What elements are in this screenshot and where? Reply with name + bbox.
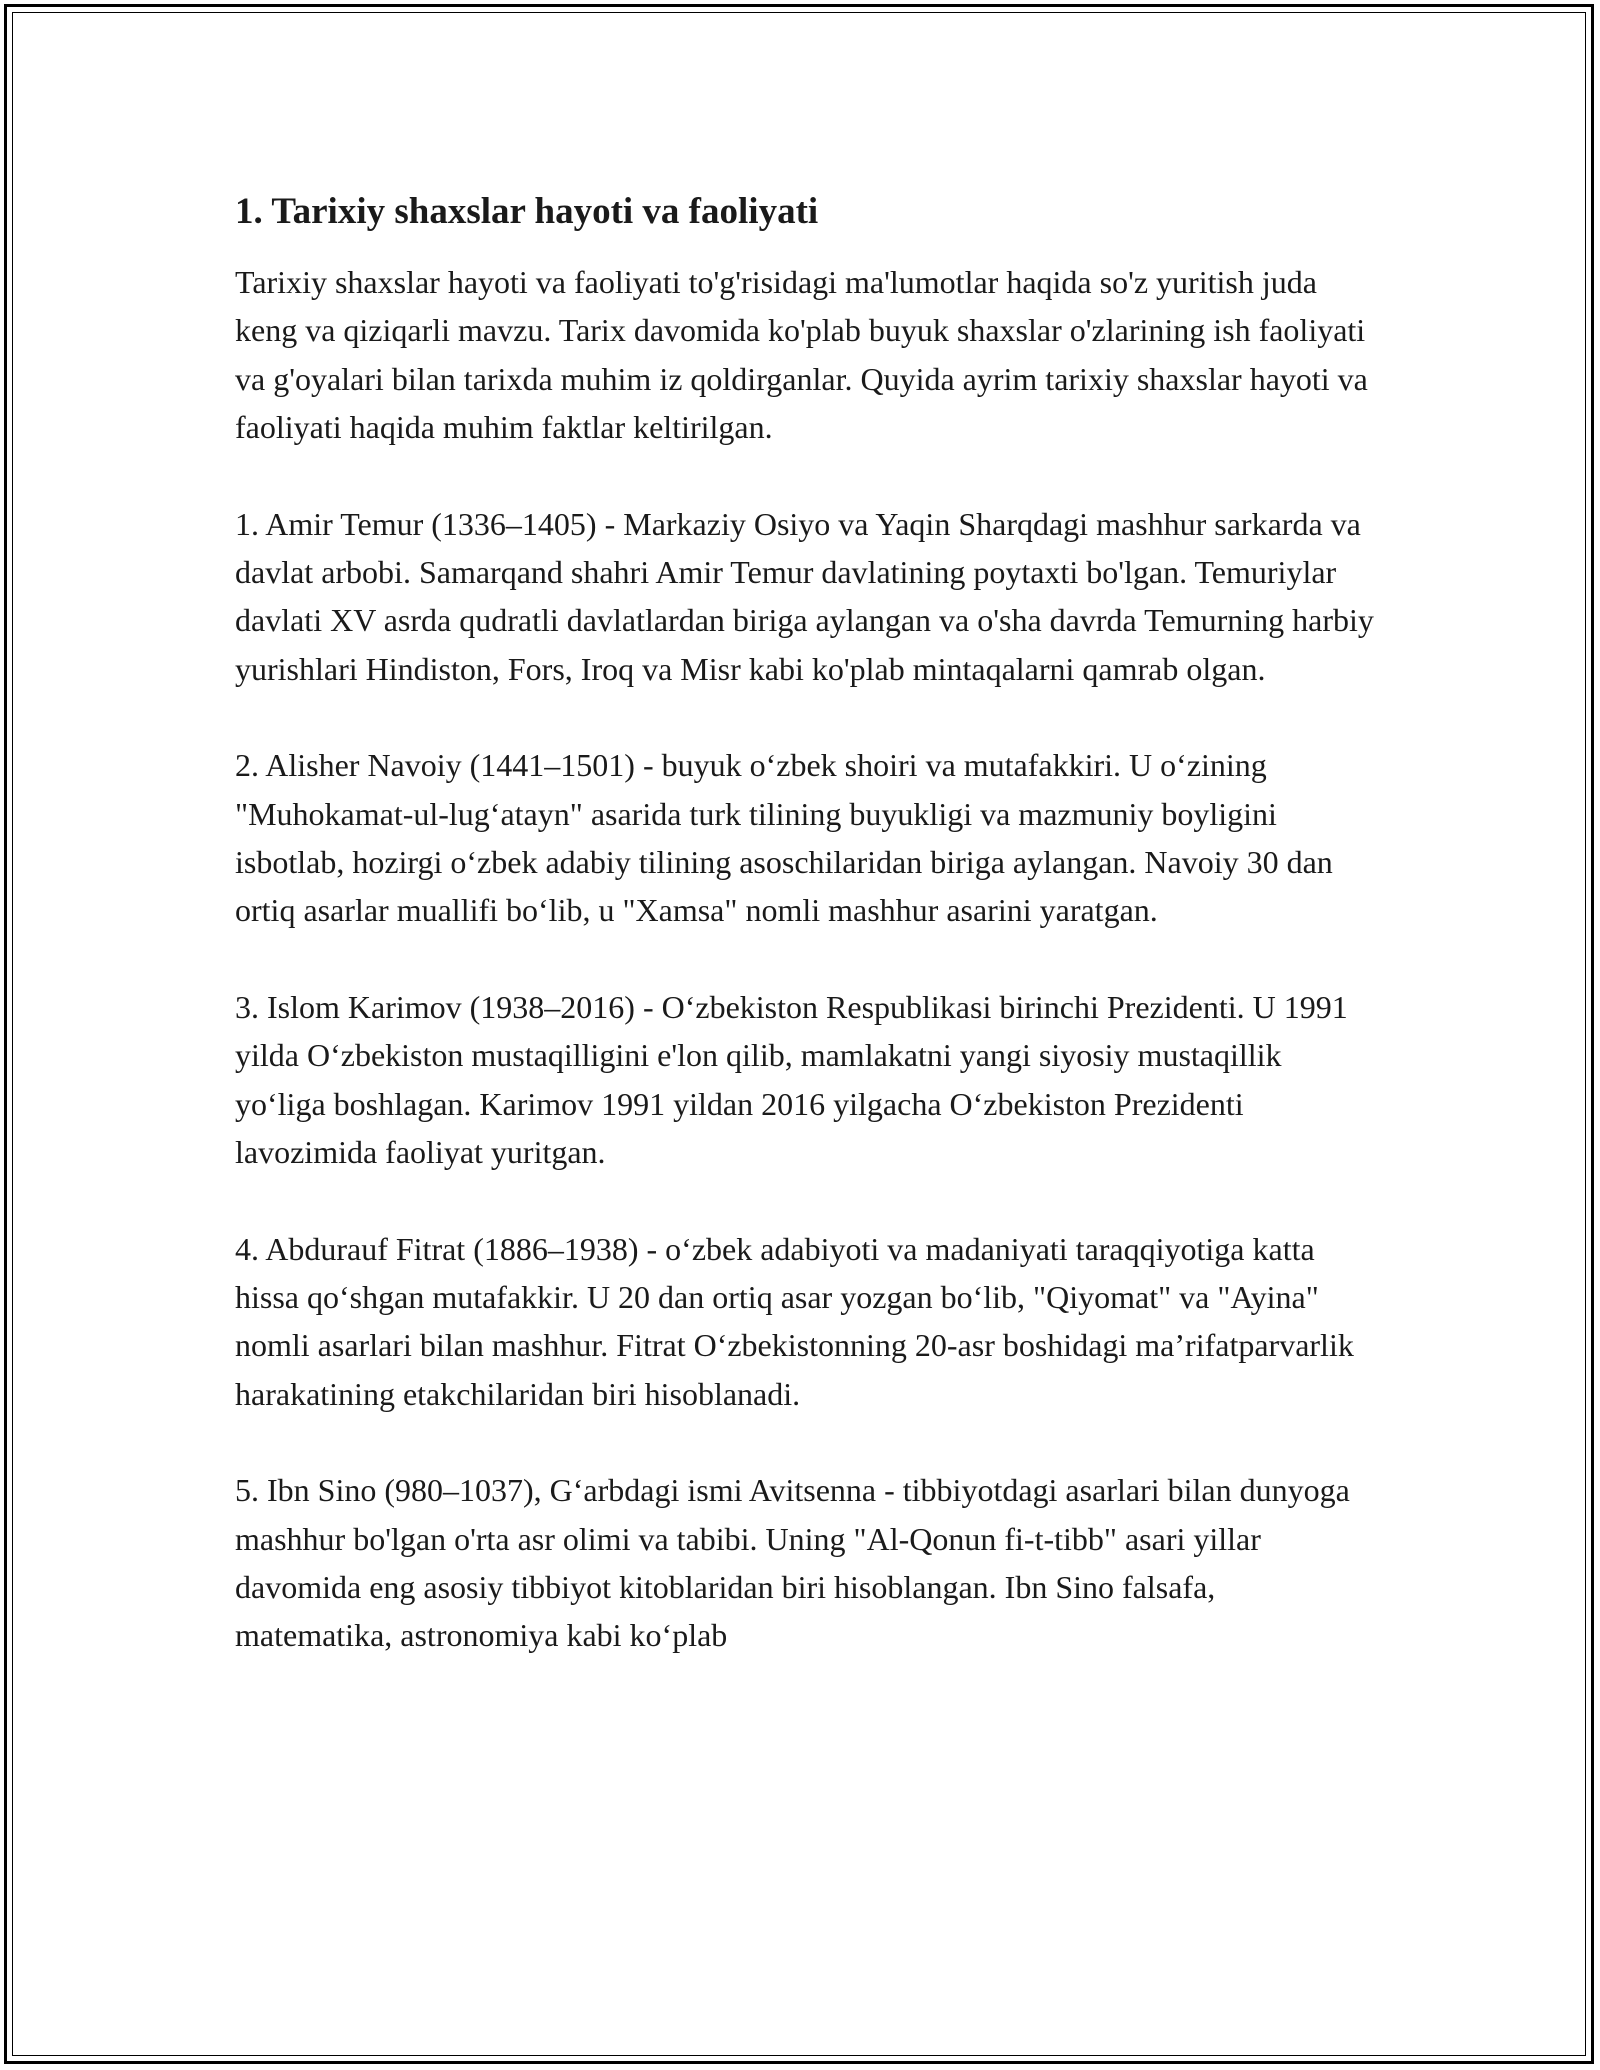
section-heading: 1. Tarixiy shaxslar hayoti va faoliyati <box>235 191 819 232</box>
paragraph-islom-karimov: 3. Islom Karimov (1938–2016) - O‘zbekiston Respublikasi birinchi Prezidenti. U 1991 yilda O‘zbekiston mustaqilligini e'lon qilib, mamlakatni yangi siyosiy mustaqillik yo‘liga boshlagan. Karimov 1991 yildan 2016 yilgacha O‘zbekiston Prezidenti lavozimida faoliyat yuritgan. <box>235 988 1348 1171</box>
paragraph-amir-temur: 1. Amir Temur (1336–1405) - Markaziy Osiyo va Yaqin Sharqdagi mashhur sarkarda va davlat arbobi. Samarqand shahri Amir Temur davlatining poytaxti bo'lgan. Temuriylar davlati XV asrda qudratli davlatlardan biriga aylangan va o'sha davrda Temurning harbiy yurishlari Hindiston, Fors, Iroq va Misr kabi ko'plab mintaqalarni qamrab olgan. <box>235 505 1374 687</box>
document-body <box>235 188 1375 1660</box>
paragraph-abdurauf-fitrat: 4. Abdurauf Fitrat (1886–1938) - o‘zbek adabiyoti va madaniyati taraqqiyotiga katta hissa qo‘shgan mutafakkir. U 20 dan ortiq asar yozgan bo‘lib, "Qiyomat" va "Ayina" nomli asarlari bilan mashhur. Fitrat O‘zbekistonning 20-asr boshidagi ma’rifatparvarlik harakatining etakchilaridan biri hisoblanadi. <box>235 1230 1354 1412</box>
paragraph-ibn-sino: 5. Ibn Sino (980–1037), G‘arbdagi ismi Avitsenna - tibbiyotdagi asarlari bilan dunyoga mashhur bo'lgan o'rta asr olimi va tabibi. Uning "Al-Qonun fi-t-tibb" asari yillar davomida eng asosiy tibbiyot kitoblaridan biri hisoblangan. Ibn Sino falsafa, matematika, astronomiya kabi ko‘plab <box>235 1472 1350 1654</box>
paragraph-alisher-navoiy: 2. Alisher Navoiy (1441–1501) - buyuk o‘zbek shoiri va mutafakkiri. U o‘zining "Muhokamat-ul-lug‘atayn" asarida turk tilining buyukligi va mazmuniy boyligini isbotlab, hozirgi o‘zbek adabiy tilining asoschilaridan biriga aylangan. Navoiy 30 dan ortiq asarlar muallifi bo‘lib, u "Xamsa" nomli mashhur asarini yaratgan. <box>235 747 1333 929</box>
intro-paragraph: Tarixiy shaxslar hayoti va faoliyati to'g'risidagi ma'lumotlar haqida so'z yuritish juda keng va qiziqarli mavzu. Tarix davomida ko'plab buyuk shaxslar o'zlarining ish faoliyati va g'oyalari bilan tarixda muhim iz qoldirganlar. Quyida ayrim tarixiy shaxslar hayoti va faoliyati haqida muhim faktlar keltirilgan. <box>235 264 1368 446</box>
